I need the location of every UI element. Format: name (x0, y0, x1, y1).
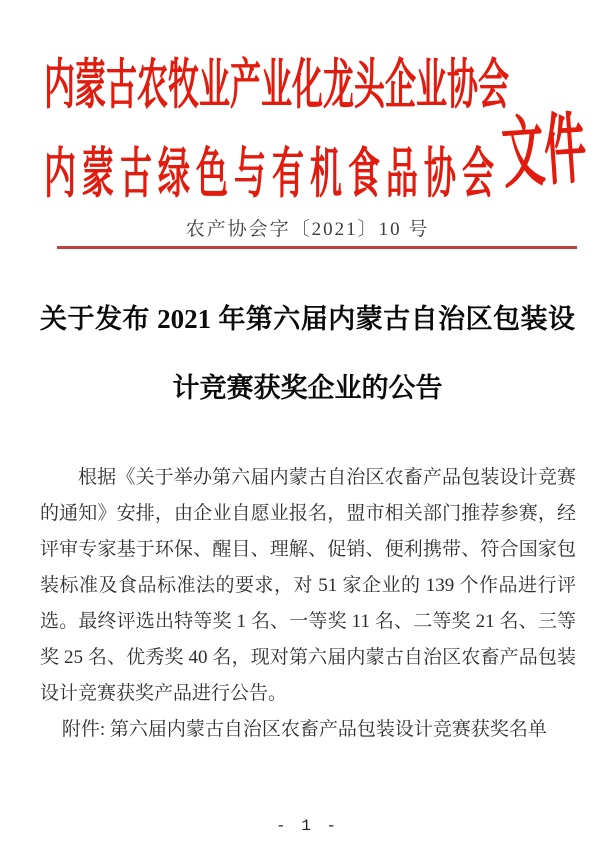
letterhead-org-name-2: 内蒙古绿色与有机食品协会 (44, 142, 501, 205)
document-title-line-2: 计竞赛获奖企业的公告 (172, 373, 443, 403)
body-line: 设计竞赛获奖产品进行公告。 (40, 683, 288, 704)
page-number: - 1 - (275, 817, 339, 835)
body-line: 选。最终评选出特等奖 1 名、一等奖 11 名、二等奖 21 名、三等 (40, 611, 576, 632)
red-divider-line (57, 246, 577, 249)
body-line: 评审专家基于环保、醒目、理解、促销、便利携带、符合国家包 (40, 539, 576, 560)
body-line: 奖 25 名、优秀奖 40 名，现对第六届内蒙古自治区农畜产品包装 (40, 647, 576, 668)
body-line: 的通知》安排，由企业自愿业报名，盟市相关部门推荐参赛，经 (40, 503, 576, 524)
body-line: 根据《关于举办第六届内蒙古自治区农畜产品包装设计竞赛 (78, 467, 576, 488)
document-title-line-1: 关于发布 2021 年第六届内蒙古自治区包装设 (40, 304, 575, 334)
body-paragraph (40, 460, 576, 748)
body-line: 装标准及食品标准法的要求，对 51 家企业的 139 个作品进行评 (40, 575, 576, 596)
document-number: 农产协会字〔2021〕10 号 (185, 219, 430, 240)
letterhead-doc-type-label: 文件 (499, 108, 590, 200)
letterhead-org-name-1: 内蒙古农牧业产业化龙头企业协会 (44, 54, 509, 116)
attachment-note-line: 附件: 第六届内蒙古自治区农畜产品包装设计竞赛获奖名单 (61, 719, 547, 740)
document-title (40, 301, 575, 406)
